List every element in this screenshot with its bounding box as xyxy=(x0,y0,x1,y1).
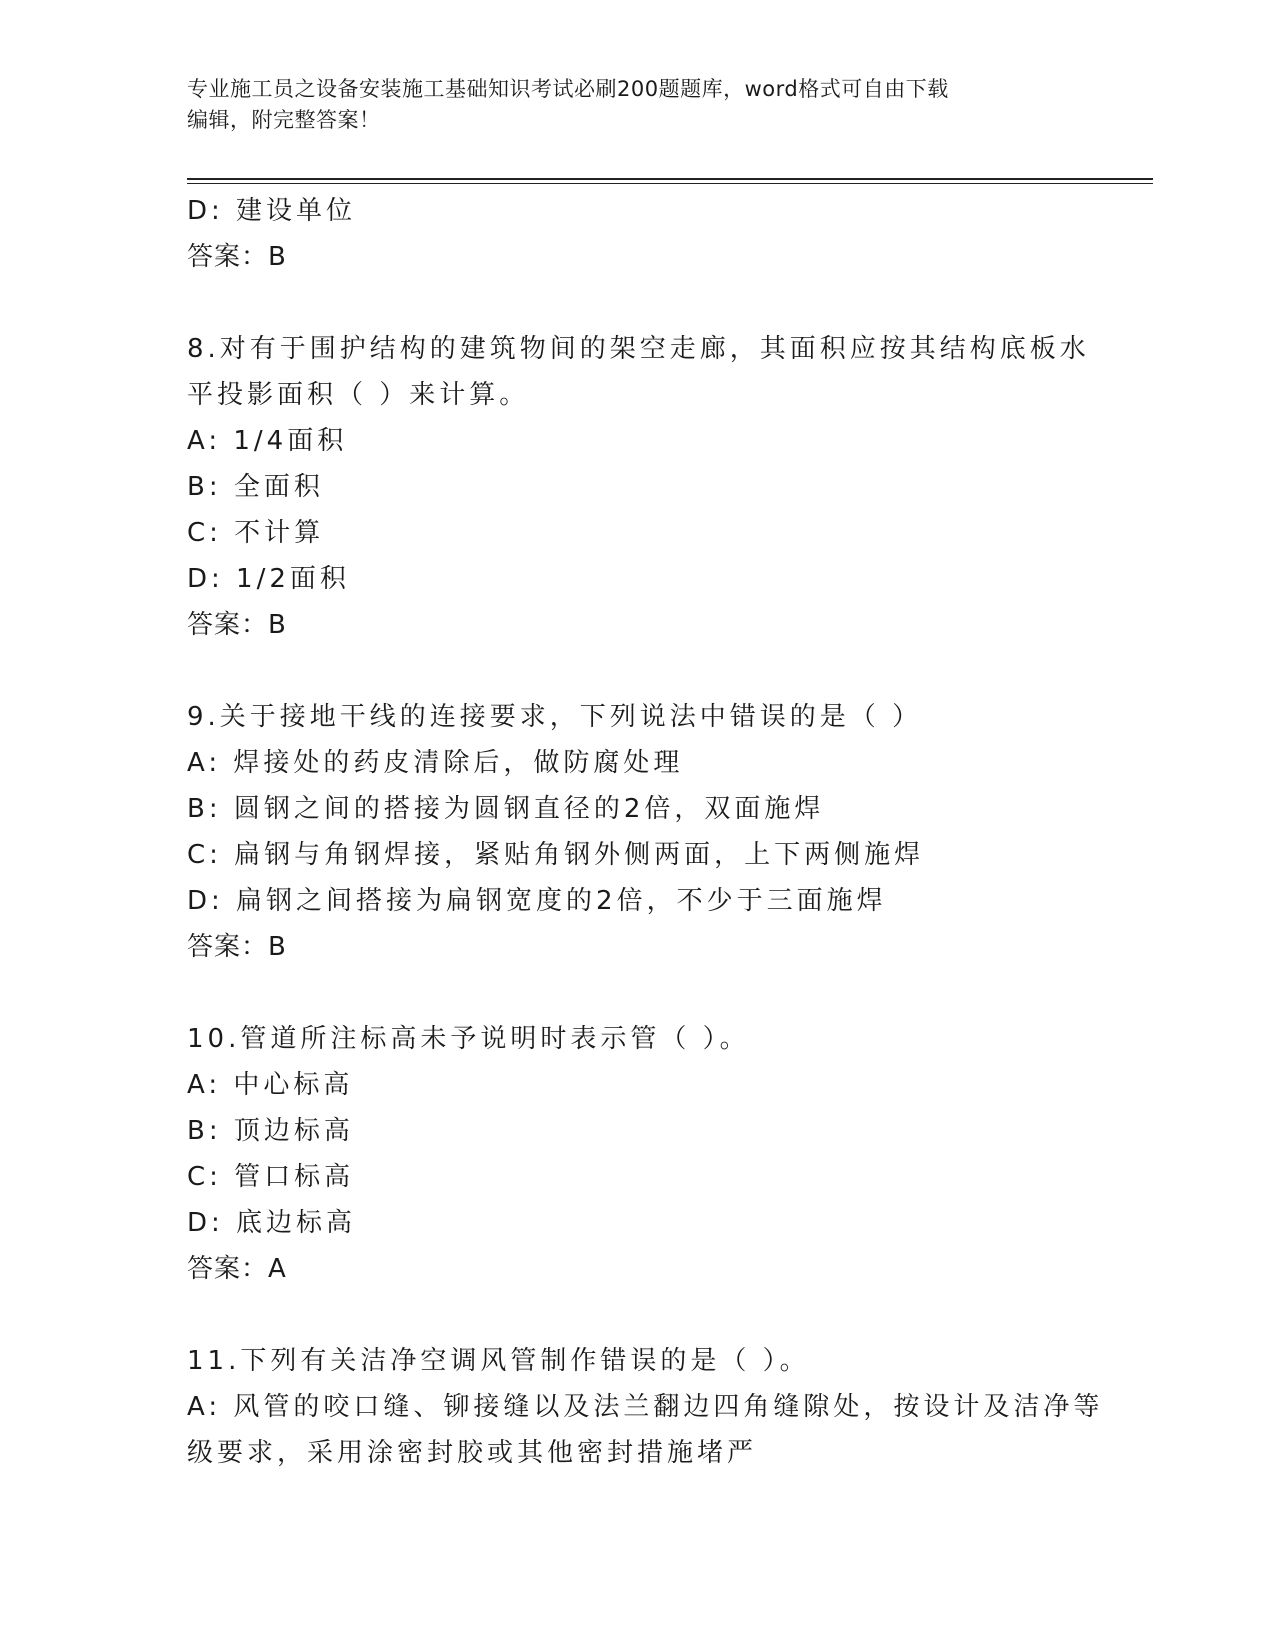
option-b: B: 顶边标高 xyxy=(187,1116,354,1146)
option-d: D: 1/2面积 xyxy=(187,564,350,594)
option-a: A: 焊接处的药皮清除后，做防腐处理 xyxy=(187,748,684,778)
option-a: A: 中心标高 xyxy=(187,1070,354,1100)
option-c: C: 管口标高 xyxy=(187,1162,355,1192)
header-divider-thin xyxy=(187,183,1153,184)
answer-line: 答案：B xyxy=(187,242,287,272)
question-11-text: 11.下列有关洁净空调风管制作错误的是（ ）。 xyxy=(187,1346,810,1376)
option-c: C: 扁钢与角钢焊接，紧贴角钢外侧两面，上下两侧施焊 xyxy=(187,840,925,870)
answer-line: 答案：B xyxy=(187,610,287,640)
option-c: C: 不计算 xyxy=(187,518,325,548)
header-divider-thick xyxy=(187,178,1153,180)
option-b: B: 全面积 xyxy=(187,472,324,502)
option-b: B: 圆钢之间的搭接为圆钢直径的2倍，双面施焊 xyxy=(187,794,825,824)
option-d: D: 建设单位 xyxy=(187,196,357,226)
option-a: A: 风管的咬口缝、铆接缝以及法兰翻边四角缝隙处，按设计及洁净等 xyxy=(187,1392,1104,1422)
answer-line: 答案：A xyxy=(187,1254,287,1284)
option-a-cont: 级要求，采用涂密封胶或其他密封措施堵严 xyxy=(187,1438,758,1468)
header-line-2: 编辑，附完整答案！ xyxy=(187,108,381,132)
option-a: A: 1/4面积 xyxy=(187,426,348,456)
question-content xyxy=(187,188,1104,1476)
spacer xyxy=(187,648,1087,694)
document-header xyxy=(187,74,1087,136)
header-line-1: 专业施工员之设备安装施工基础知识考试必刷200题题库，word格式可自由下载 xyxy=(187,77,949,101)
question-8-text-cont: 平投影面积（ ）来计算。 xyxy=(187,380,530,410)
answer-line: 答案：B xyxy=(187,932,287,962)
question-9-text: 9.关于接地干线的连接要求，下列说法中错误的是（ ） xyxy=(187,702,923,732)
spacer xyxy=(187,280,1087,326)
question-8-text: 8.对有于围护结构的建筑物间的架空走廊，其面积应按其结构底板水 xyxy=(187,334,1090,364)
spacer xyxy=(187,970,1087,1016)
question-10-text: 10.管道所注标高未予说明时表示管（ ）。 xyxy=(187,1024,750,1054)
option-d: D: 扁钢之间搭接为扁钢宽度的2倍，不少于三面施焊 xyxy=(187,886,887,916)
spacer xyxy=(187,1292,1087,1338)
option-d: D: 底边标高 xyxy=(187,1208,357,1238)
